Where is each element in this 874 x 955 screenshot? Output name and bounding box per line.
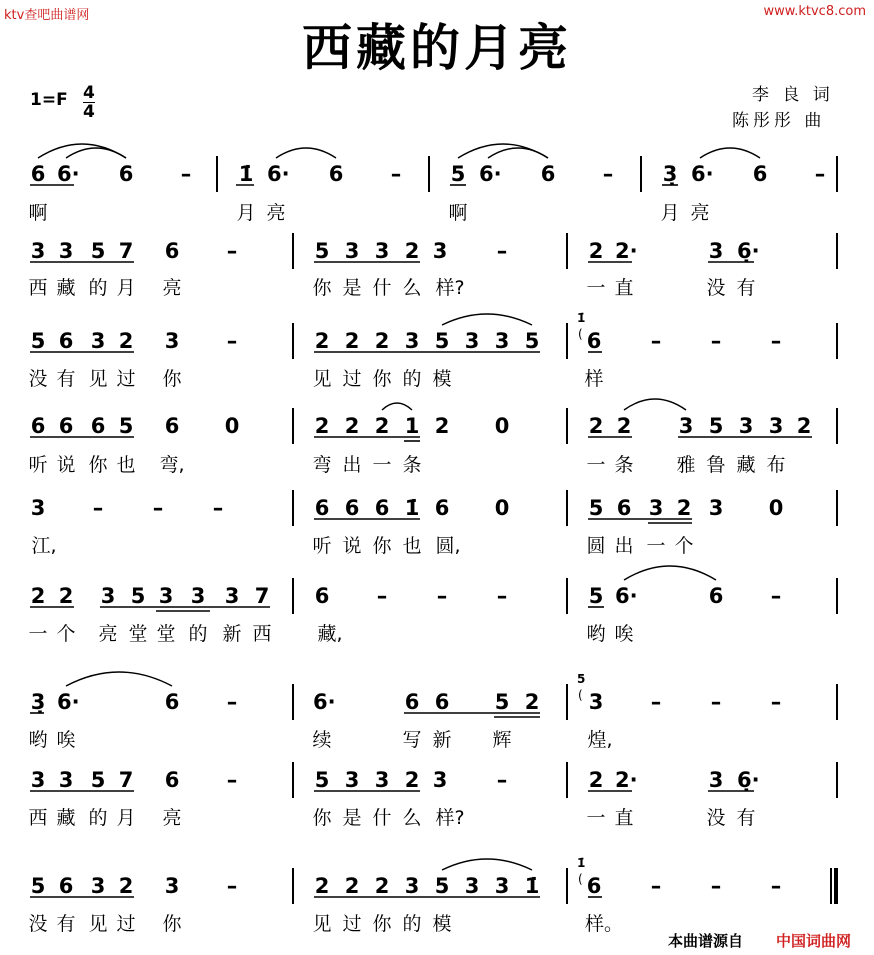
note: 3 — [404, 874, 420, 898]
note: – — [710, 690, 722, 714]
lyric-char: 样 — [584, 368, 604, 390]
lyric-char: 有 — [736, 807, 756, 829]
note: – — [710, 874, 722, 898]
note: – — [390, 162, 402, 186]
note: 5 — [30, 874, 46, 898]
note: 3 — [708, 768, 724, 792]
note: 6 — [540, 162, 556, 186]
lyric-char: 新 — [222, 623, 242, 645]
lyric-char: 样。 — [585, 913, 624, 935]
note: – — [226, 768, 238, 792]
note: 7 — [254, 584, 270, 608]
note: 2· — [615, 768, 638, 792]
lyric-char: 续 — [312, 729, 332, 751]
lyric-char: 模 — [432, 913, 452, 935]
note: 3 — [374, 239, 390, 263]
note: 1̇ — [524, 874, 540, 898]
note: 6· — [267, 162, 290, 186]
note: 1̇ — [238, 162, 254, 186]
note: 2 — [588, 239, 604, 263]
lyric-char: 亮 — [162, 807, 182, 829]
note: 6̣· — [737, 768, 760, 792]
note: 6 — [58, 414, 74, 438]
lyric-char: 是 — [342, 277, 362, 299]
note: 2 — [118, 874, 134, 898]
lyric-char: 什 — [372, 807, 392, 829]
footer-source-label: 本曲谱源自 — [668, 932, 744, 950]
note: 0 — [224, 414, 240, 438]
note: 6 — [164, 768, 180, 792]
key-signature: 1=F — [30, 90, 68, 110]
note: – — [770, 690, 782, 714]
note: 2 — [524, 690, 540, 714]
slur — [66, 148, 126, 158]
song-title: 西藏的月亮 — [302, 19, 572, 77]
note: 3 — [648, 496, 664, 520]
note: 6 — [434, 496, 450, 520]
lyric-char: 见 — [312, 913, 332, 935]
lyric-char: 雅 — [676, 454, 696, 476]
note: – — [376, 584, 388, 608]
note: 3 — [190, 584, 206, 608]
slur — [66, 672, 172, 686]
lyric-char: 西 — [28, 277, 48, 299]
slur — [276, 148, 336, 158]
lyric-char: 圆, — [435, 535, 461, 557]
note: 5 — [314, 768, 330, 792]
lyric-char: 一 — [646, 535, 666, 557]
note: 2 — [616, 414, 632, 438]
note: 3 — [768, 414, 784, 438]
note: 5 — [434, 329, 450, 353]
note: 6 — [164, 690, 180, 714]
note: 5 — [494, 690, 510, 714]
note: 6· — [57, 690, 80, 714]
lyric-char: 亮 — [690, 202, 710, 224]
lyric-char: 没 — [706, 277, 726, 299]
note: 3 — [404, 329, 420, 353]
lyric-char: 你 — [372, 368, 392, 390]
note: 6 — [374, 496, 390, 520]
lyric-char: 哟 — [586, 623, 606, 645]
lyric-char: 煌, — [587, 729, 613, 751]
lyric-char: 过 — [116, 913, 136, 935]
watermark-right: www.ktvc8.com — [763, 4, 866, 19]
note: 2 — [588, 768, 604, 792]
note: 6 — [118, 162, 134, 186]
note: 6· — [691, 162, 714, 186]
note: – — [180, 162, 192, 186]
note: 2 — [118, 329, 134, 353]
note: 3 — [708, 239, 724, 263]
note: – — [152, 496, 164, 520]
note: 7 — [118, 239, 134, 263]
lyric-char: 月 — [116, 807, 136, 829]
lyric-char: 过 — [116, 368, 136, 390]
lyric-char: 弯 — [312, 454, 332, 476]
lyric-char: 的 — [402, 913, 422, 935]
note: 3̣ — [662, 162, 678, 186]
note: 2 — [374, 414, 390, 438]
lyric-char: 啊 — [28, 202, 48, 224]
lyric-char: 么 — [402, 807, 422, 829]
lyric-char: 直 — [614, 807, 634, 829]
note: 5 — [450, 162, 466, 186]
note: 5 — [434, 874, 450, 898]
lyric-char: 啊 — [448, 202, 468, 224]
note: 6 — [58, 874, 74, 898]
note: – — [602, 162, 614, 186]
lyric-char: 有 — [736, 277, 756, 299]
note: 5 — [588, 584, 604, 608]
slur — [382, 403, 412, 410]
lyric-char: 月 — [236, 202, 256, 224]
note: 6 — [58, 329, 74, 353]
note: 2 — [344, 414, 360, 438]
note: 3 — [164, 874, 180, 898]
note: 6· — [313, 690, 336, 714]
lyric-char: 你 — [312, 277, 332, 299]
grace-note: 1̇ — [577, 311, 586, 325]
note: 6 — [30, 414, 46, 438]
lyric-char: 你 — [88, 454, 108, 476]
lyric-char: 有 — [56, 368, 76, 390]
note: 3 — [678, 414, 694, 438]
lyric-char: 亮 — [162, 277, 182, 299]
slur — [624, 399, 686, 410]
note: 0 — [768, 496, 784, 520]
note: 5 — [90, 768, 106, 792]
note: – — [226, 239, 238, 263]
note: – — [436, 584, 448, 608]
note: 6 — [164, 239, 180, 263]
note: 6̣· — [737, 239, 760, 263]
note: 5 — [118, 414, 134, 438]
note: 2 — [434, 414, 450, 438]
note: 6· — [479, 162, 502, 186]
grace-note: 1̇ — [577, 856, 586, 870]
note: – — [496, 768, 508, 792]
note: 5 — [314, 239, 330, 263]
note: 2 — [58, 584, 74, 608]
note: 7 — [118, 768, 134, 792]
lyric-char: 唉 — [614, 623, 634, 645]
note: 3 — [164, 329, 180, 353]
lyric-char: 的 — [188, 623, 208, 645]
time-sig-top: 4 — [83, 83, 95, 103]
lyric-char: 一 — [586, 454, 606, 476]
lyric-char: 出 — [342, 454, 362, 476]
note: 6· — [57, 162, 80, 186]
note: – — [710, 329, 722, 353]
note: 3 — [90, 874, 106, 898]
lyric-char: 过 — [342, 913, 362, 935]
note: 6 — [708, 584, 724, 608]
note: 6 — [434, 690, 450, 714]
lyric-char: 的 — [88, 277, 108, 299]
note: 2 — [588, 414, 604, 438]
note: 3 — [494, 874, 510, 898]
note: – — [226, 329, 238, 353]
note: 1̇ — [404, 496, 420, 520]
note: 2 — [404, 768, 420, 792]
lyric-char: 新 — [432, 729, 452, 751]
note: 3 — [494, 329, 510, 353]
note: 3 — [738, 414, 754, 438]
note: 3 — [344, 239, 360, 263]
note: 3 — [588, 690, 604, 714]
note: – — [650, 329, 662, 353]
lyric-char: 堂 — [128, 623, 148, 645]
lyric-char: 没 — [28, 913, 48, 935]
lyric-char: 有 — [56, 913, 76, 935]
lyric-char: 弯, — [159, 454, 185, 476]
note: 2 — [374, 329, 390, 353]
note: 5 — [588, 496, 604, 520]
lyric-char: 也 — [402, 535, 422, 557]
note: 5 — [130, 584, 146, 608]
lyric-char: 一 — [586, 277, 606, 299]
note: 3 — [30, 496, 46, 520]
lyric-char: 也 — [116, 454, 136, 476]
lyric-char: 藏 — [736, 454, 756, 476]
note: 2 — [314, 874, 330, 898]
lyric-char: 布 — [766, 454, 786, 476]
note: 2 — [30, 584, 46, 608]
note: 6 — [90, 414, 106, 438]
note: 2· — [615, 239, 638, 263]
note: 6· — [615, 584, 638, 608]
note: 3 — [432, 768, 448, 792]
note: 2 — [314, 414, 330, 438]
lyric-char: 你 — [162, 913, 182, 935]
note: 6 — [328, 162, 344, 186]
lyric-char: 一 — [372, 454, 392, 476]
note: – — [496, 584, 508, 608]
note: 6 — [616, 496, 632, 520]
lyric-char: 见 — [88, 368, 108, 390]
lyric-char: 西 — [252, 623, 272, 645]
lyric-char: 见 — [312, 368, 332, 390]
note: 2 — [404, 239, 420, 263]
lyric-char: 直 — [614, 277, 634, 299]
lyric-char: 藏 — [56, 277, 76, 299]
watermark-left: ktv查吧曲谱网 — [4, 8, 90, 23]
note: 3 — [58, 239, 74, 263]
note: 2 — [314, 329, 330, 353]
lyric-char: 样? — [435, 807, 465, 829]
note: 6 — [752, 162, 768, 186]
lyric-char: 的 — [88, 807, 108, 829]
lyric-char: 辉 — [492, 729, 512, 751]
lyric-char: 听 — [28, 454, 48, 476]
note: 6 — [404, 690, 420, 714]
note: 2 — [796, 414, 812, 438]
note: 5 — [90, 239, 106, 263]
note: – — [226, 874, 238, 898]
slur — [442, 859, 532, 870]
note: – — [650, 690, 662, 714]
footer-site-name: 中国词曲网 — [776, 932, 852, 950]
note: 2 — [676, 496, 692, 520]
lyric-char: 一 — [586, 807, 606, 829]
note: 5 — [708, 414, 724, 438]
composer-credit: 陈彤彤 曲 — [732, 111, 826, 131]
note: 3 — [100, 584, 116, 608]
note: 3 — [464, 874, 480, 898]
note: 3 — [90, 329, 106, 353]
note: 2 — [344, 329, 360, 353]
note: 5 — [30, 329, 46, 353]
note: – — [770, 584, 782, 608]
note: 6 — [30, 162, 46, 186]
lyric-char: 藏, — [317, 623, 343, 645]
lyric-char: 你 — [162, 368, 182, 390]
lyric-char: 个 — [56, 623, 76, 645]
note: – — [770, 329, 782, 353]
note: 0 — [494, 496, 510, 520]
lyric-char: 样? — [435, 277, 465, 299]
lyric-char: 鲁 — [706, 454, 726, 476]
note: 6 — [586, 874, 602, 898]
note: – — [212, 496, 224, 520]
lyric-char: 写 — [402, 729, 422, 751]
lyric-char: 见 — [88, 913, 108, 935]
note: 3 — [464, 329, 480, 353]
note: – — [92, 496, 104, 520]
note: 6 — [314, 584, 330, 608]
time-sig-bottom: 4 — [83, 102, 95, 122]
lyric-char: 月 — [116, 277, 136, 299]
lyric-char: 条 — [402, 454, 422, 476]
lyric-char: 么 — [402, 277, 422, 299]
lyric-char: 的 — [402, 368, 422, 390]
lyric-char: 条 — [614, 454, 634, 476]
note: 3 — [30, 768, 46, 792]
slur — [442, 314, 532, 325]
lyric-char: 你 — [372, 535, 392, 557]
lyric-char: 说 — [56, 454, 76, 476]
note: 1 — [404, 414, 420, 438]
slur — [624, 566, 716, 580]
lyricist-credit: 李 良 词 — [752, 85, 834, 105]
note: 6 — [314, 496, 330, 520]
note: 3̣ — [30, 690, 46, 714]
lyric-char: 听 — [312, 535, 332, 557]
note: 0 — [494, 414, 510, 438]
note: 3 — [432, 239, 448, 263]
note: 6 — [164, 414, 180, 438]
lyric-char: 哟 — [28, 729, 48, 751]
grace-tie: ( — [578, 327, 583, 341]
lyric-char: 亮 — [98, 623, 118, 645]
lyric-char: 没 — [706, 807, 726, 829]
lyric-char: 是 — [342, 807, 362, 829]
note: – — [226, 690, 238, 714]
note: 3 — [58, 768, 74, 792]
note: 2 — [344, 874, 360, 898]
lyric-char: 江, — [31, 535, 57, 557]
lyric-char: 圆 — [586, 535, 606, 557]
note: 3 — [344, 768, 360, 792]
grace-tie: ( — [578, 872, 583, 886]
lyric-char: 说 — [342, 535, 362, 557]
note: – — [496, 239, 508, 263]
lyric-char: 月 — [660, 202, 680, 224]
lyric-char: 出 — [614, 535, 634, 557]
lyric-char: 藏 — [56, 807, 76, 829]
note: 3 — [224, 584, 240, 608]
lyric-char: 一 — [28, 623, 48, 645]
lyric-char: 模 — [432, 368, 452, 390]
note: 3 — [158, 584, 174, 608]
grace-tie: ( — [578, 688, 583, 702]
lyric-char: 什 — [372, 277, 392, 299]
note: – — [770, 874, 782, 898]
lyric-char: 唉 — [56, 729, 76, 751]
lyric-char: 堂 — [156, 623, 176, 645]
note: 6 — [344, 496, 360, 520]
note: 2 — [374, 874, 390, 898]
note: 6 — [586, 329, 602, 353]
note: – — [650, 874, 662, 898]
lyric-char: 你 — [372, 913, 392, 935]
grace-note: 5 — [577, 672, 586, 686]
lyric-char: 西 — [28, 807, 48, 829]
note: 3 — [30, 239, 46, 263]
lyric-char: 没 — [28, 368, 48, 390]
lyric-char: 你 — [312, 807, 332, 829]
lyric-char: 过 — [342, 368, 362, 390]
lyric-char: 个 — [674, 535, 694, 557]
note: 3 — [708, 496, 724, 520]
slur — [700, 148, 760, 158]
lyric-char: 亮 — [266, 202, 286, 224]
note: 3 — [374, 768, 390, 792]
note: – — [814, 162, 826, 186]
note: 5 — [524, 329, 540, 353]
